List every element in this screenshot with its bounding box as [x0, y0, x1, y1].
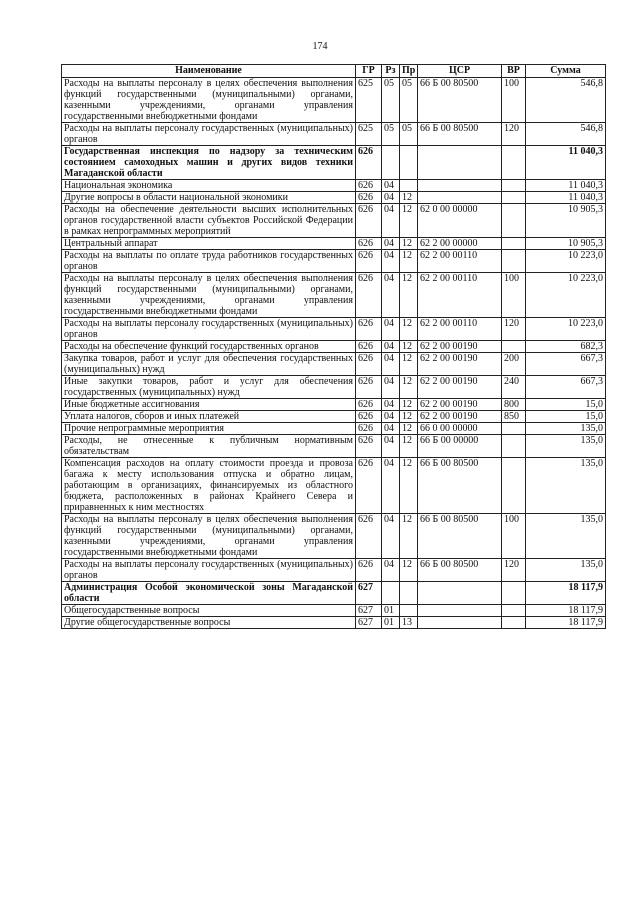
cell-vr: [502, 605, 526, 617]
cell-pr: [400, 180, 418, 192]
table-row: [62, 78, 606, 123]
cell-pr: 12: [400, 514, 418, 559]
cell-sum: 682,3: [526, 341, 606, 353]
cell-sum: 11 040,3: [526, 180, 606, 192]
cell-rz: 04: [382, 318, 400, 341]
cell-pr: 12: [400, 353, 418, 376]
cell-csr: 62 2 00 00190: [418, 376, 502, 399]
cell-name: Прочие непрограммные мероприятия: [62, 423, 356, 435]
cell-vr: [502, 250, 526, 273]
cell-pr: 12: [400, 192, 418, 204]
cell-sum: 10 223,0: [526, 273, 606, 318]
cell-gr: 626: [356, 250, 382, 273]
cell-sum: 18 117,9: [526, 582, 606, 605]
table-row: [62, 146, 606, 180]
cell-gr: 625: [356, 78, 382, 123]
cell-sum: 11 040,3: [526, 192, 606, 204]
cell-name: Расходы на выплаты персоналу в целях обеспечения выполнения функций государственными (муниципальными) органами, казенными учреждениями, органами управления государственными внебюджетными фондами: [62, 514, 356, 559]
cell-csr: 62 2 00 00190: [418, 341, 502, 353]
table-row: [62, 204, 606, 238]
cell-pr: [400, 146, 418, 180]
header-sum: Сумма: [526, 65, 606, 78]
cell-gr: 626: [356, 273, 382, 318]
cell-pr: 12: [400, 399, 418, 411]
cell-csr: [418, 180, 502, 192]
cell-rz: 04: [382, 411, 400, 423]
cell-rz: 01: [382, 605, 400, 617]
cell-gr: 626: [356, 341, 382, 353]
cell-name: Иные закупки товаров, работ и услуг для обеспечения государственных (муниципальных) нужд: [62, 376, 356, 399]
cell-name: Расходы на выплаты персоналу в целях обеспечения выполнения функций государственными (муниципальными) органами, казенными учреждениями, органами управления государственными внебюджетными фондами: [62, 78, 356, 123]
cell-vr: 120: [502, 559, 526, 582]
cell-vr: [502, 146, 526, 180]
header-pr: Пр: [400, 65, 418, 78]
cell-pr: 12: [400, 458, 418, 514]
cell-sum: 10 905,3: [526, 238, 606, 250]
cell-sum: 135,0: [526, 458, 606, 514]
cell-vr: [502, 204, 526, 238]
cell-rz: 01: [382, 617, 400, 629]
cell-sum: 546,8: [526, 123, 606, 146]
cell-csr: 66 Б 00 80500: [418, 78, 502, 123]
cell-sum: 135,0: [526, 435, 606, 458]
cell-csr: 66 Б 00 80500: [418, 514, 502, 559]
cell-name: Расходы на выплаты персоналу государственных (муниципальных) органов: [62, 318, 356, 341]
table-row: [62, 605, 606, 617]
cell-rz: 04: [382, 514, 400, 559]
cell-rz: 04: [382, 559, 400, 582]
cell-gr: 626: [356, 204, 382, 238]
cell-sum: 135,0: [526, 423, 606, 435]
table-row: [62, 423, 606, 435]
cell-rz: 05: [382, 78, 400, 123]
table-row: [62, 180, 606, 192]
cell-sum: 135,0: [526, 559, 606, 582]
cell-csr: [418, 146, 502, 180]
cell-pr: 05: [400, 123, 418, 146]
cell-vr: 800: [502, 399, 526, 411]
cell-pr: [400, 582, 418, 605]
cell-name: Расходы на обеспечение функций государственных органов: [62, 341, 356, 353]
budget-table: [61, 64, 606, 629]
cell-rz: 04: [382, 376, 400, 399]
cell-gr: 626: [356, 435, 382, 458]
cell-rz: 04: [382, 341, 400, 353]
cell-name: Расходы на выплаты персоналу в целях обеспечения выполнения функций государственными (муниципальными) органами, казенными учреждениями, органами управления государственными внебюджетными фондами: [62, 273, 356, 318]
cell-sum: 667,3: [526, 376, 606, 399]
cell-name: Расходы на выплаты по оплате труда работников государственных органов: [62, 250, 356, 273]
header-gr: ГР: [356, 65, 382, 78]
cell-gr: 625: [356, 123, 382, 146]
cell-rz: 04: [382, 250, 400, 273]
cell-sum: 10 905,3: [526, 204, 606, 238]
cell-vr: [502, 192, 526, 204]
page-number: 174: [312, 41, 328, 52]
cell-sum: 11 040,3: [526, 146, 606, 180]
cell-csr: 62 2 00 00190: [418, 353, 502, 376]
cell-name: Компенсация расходов на оплату стоимости проезда и провоза багажа к месту использования отпуска и обратно лицам, работающим в организациях, финансируемых из областного бюджета, расположенных в районах Крайнего Севера и приравненных к ним местностях: [62, 458, 356, 514]
cell-rz: 04: [382, 423, 400, 435]
cell-sum: 10 223,0: [526, 318, 606, 341]
cell-gr: 626: [356, 318, 382, 341]
cell-name: Другие вопросы в области национальной экономики: [62, 192, 356, 204]
cell-csr: 62 2 00 00190: [418, 411, 502, 423]
table-row: [62, 435, 606, 458]
table-row: [62, 353, 606, 376]
cell-csr: 66 0 00 00000: [418, 423, 502, 435]
table-row: [62, 458, 606, 514]
cell-name: Другие общегосударственные вопросы: [62, 617, 356, 629]
cell-pr: 12: [400, 411, 418, 423]
cell-vr: [502, 238, 526, 250]
cell-name: Администрация Особой экономической зоны Магаданской области: [62, 582, 356, 605]
cell-rz: 04: [382, 399, 400, 411]
cell-pr: 12: [400, 273, 418, 318]
cell-vr: [502, 458, 526, 514]
cell-sum: 18 117,9: [526, 617, 606, 629]
cell-gr: 626: [356, 146, 382, 180]
cell-sum: 18 117,9: [526, 605, 606, 617]
cell-name: Закупка товаров, работ и услуг для обеспечения государственных (муниципальных) нужд: [62, 353, 356, 376]
table-row: [62, 318, 606, 341]
cell-sum: 135,0: [526, 514, 606, 559]
cell-vr: 100: [502, 78, 526, 123]
cell-sum: 667,3: [526, 353, 606, 376]
cell-csr: 66 Б 00 80500: [418, 559, 502, 582]
cell-csr: 62 2 00 00190: [418, 399, 502, 411]
cell-gr: 626: [356, 411, 382, 423]
cell-csr: 66 Б 00 80500: [418, 123, 502, 146]
header-vr: ВР: [502, 65, 526, 78]
cell-gr: 627: [356, 617, 382, 629]
table-row: [62, 123, 606, 146]
cell-gr: 626: [356, 399, 382, 411]
cell-gr: 626: [356, 192, 382, 204]
cell-sum: 10 223,0: [526, 250, 606, 273]
cell-vr: [502, 341, 526, 353]
cell-pr: 12: [400, 341, 418, 353]
cell-name: Центральный аппарат: [62, 238, 356, 250]
table-row: [62, 273, 606, 318]
cell-rz: [382, 146, 400, 180]
cell-name: Расходы, не отнесенные к публичным нормативным обязательствам: [62, 435, 356, 458]
cell-vr: 200: [502, 353, 526, 376]
cell-pr: 12: [400, 238, 418, 250]
cell-csr: 62 2 00 00110: [418, 273, 502, 318]
cell-pr: 12: [400, 318, 418, 341]
cell-gr: 627: [356, 605, 382, 617]
cell-pr: 12: [400, 423, 418, 435]
cell-rz: 04: [382, 273, 400, 318]
cell-name: Иные бюджетные ассигнования: [62, 399, 356, 411]
cell-pr: 13: [400, 617, 418, 629]
table-row: [62, 514, 606, 559]
cell-gr: 626: [356, 238, 382, 250]
cell-vr: 100: [502, 514, 526, 559]
table-row: [62, 376, 606, 399]
cell-rz: 04: [382, 435, 400, 458]
cell-gr: 626: [356, 559, 382, 582]
cell-rz: 04: [382, 192, 400, 204]
cell-pr: 05: [400, 78, 418, 123]
header-name: Наименование: [62, 65, 356, 78]
table-row: [62, 250, 606, 273]
cell-csr: 62 0 00 00000: [418, 204, 502, 238]
cell-gr: 626: [356, 376, 382, 399]
table-row: [62, 582, 606, 605]
table-header-row: [62, 65, 606, 78]
table-row: [62, 341, 606, 353]
cell-vr: 120: [502, 318, 526, 341]
cell-rz: 05: [382, 123, 400, 146]
cell-pr: [400, 605, 418, 617]
header-rz: Рз: [382, 65, 400, 78]
cell-pr: 12: [400, 376, 418, 399]
cell-name: Расходы на выплаты персоналу государственных (муниципальных) органов: [62, 123, 356, 146]
cell-sum: 15,0: [526, 411, 606, 423]
table-row: [62, 399, 606, 411]
cell-csr: [418, 582, 502, 605]
cell-name: Расходы на выплаты персоналу государственных (муниципальных) органов: [62, 559, 356, 582]
cell-gr: 626: [356, 423, 382, 435]
cell-csr: [418, 605, 502, 617]
cell-vr: [502, 180, 526, 192]
cell-pr: 12: [400, 559, 418, 582]
cell-csr: 62 2 00 00110: [418, 318, 502, 341]
cell-pr: 12: [400, 250, 418, 273]
cell-rz: 04: [382, 238, 400, 250]
cell-vr: [502, 582, 526, 605]
cell-csr: 62 2 00 00000: [418, 238, 502, 250]
table-body: [62, 78, 606, 629]
table-row: [62, 617, 606, 629]
cell-sum: 15,0: [526, 399, 606, 411]
table-row: [62, 411, 606, 423]
cell-csr: [418, 617, 502, 629]
cell-sum: 546,8: [526, 78, 606, 123]
cell-vr: [502, 423, 526, 435]
table-row: [62, 559, 606, 582]
cell-name: Государственная инспекция по надзору за техническим состоянием самоходных машин и других видов техники Магаданской области: [62, 146, 356, 180]
cell-csr: 66 Б 00 80500: [418, 458, 502, 514]
cell-gr: 627: [356, 582, 382, 605]
cell-vr: [502, 435, 526, 458]
cell-vr: 240: [502, 376, 526, 399]
table-row: [62, 192, 606, 204]
cell-name: Национальная экономика: [62, 180, 356, 192]
cell-name: Расходы на обеспечение деятельности высших исполнительных органов государственной власти субъектов Российской Федерации в рамках непрограммных мероприятий: [62, 204, 356, 238]
cell-rz: 04: [382, 353, 400, 376]
cell-vr: [502, 617, 526, 629]
cell-gr: 626: [356, 180, 382, 192]
cell-gr: 626: [356, 514, 382, 559]
cell-rz: 04: [382, 180, 400, 192]
cell-name: Общегосударственные вопросы: [62, 605, 356, 617]
cell-pr: 12: [400, 435, 418, 458]
cell-name: Уплата налогов, сборов и иных платежей: [62, 411, 356, 423]
cell-csr: 62 2 00 00110: [418, 250, 502, 273]
cell-vr: 120: [502, 123, 526, 146]
cell-rz: 04: [382, 458, 400, 514]
header-csr: ЦСР: [418, 65, 502, 78]
table-row: [62, 238, 606, 250]
cell-vr: 850: [502, 411, 526, 423]
cell-gr: 626: [356, 353, 382, 376]
cell-pr: 12: [400, 204, 418, 238]
cell-rz: [382, 582, 400, 605]
cell-csr: [418, 192, 502, 204]
cell-csr: 66 Б 00 00000: [418, 435, 502, 458]
cell-gr: 626: [356, 458, 382, 514]
cell-vr: 100: [502, 273, 526, 318]
cell-rz: 04: [382, 204, 400, 238]
